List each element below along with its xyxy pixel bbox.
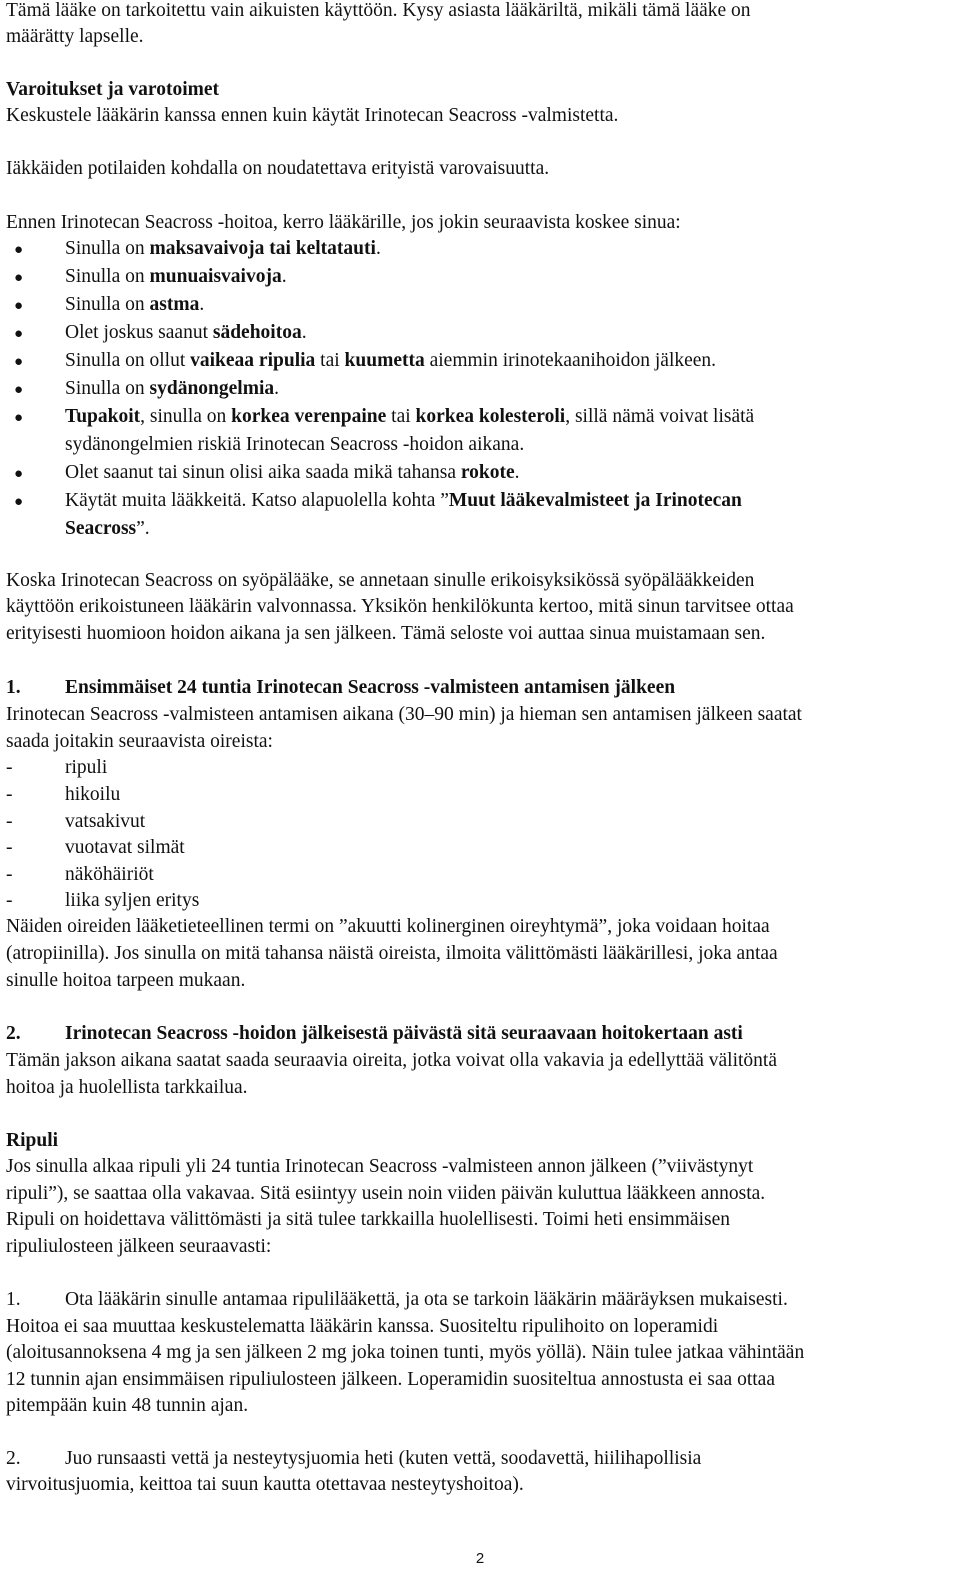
intro-line-2: määrätty lapselle. (6, 26, 144, 47)
step1-line-4: 12 tunnin ajan ensimmäisen ripuliulosteen jälkeen. Loperamidin suositeltua annostusta ei saa ottaa (6, 1369, 775, 1390)
step1-number: 1. (6, 1289, 21, 1310)
bullet-icon: ● (14, 270, 24, 286)
diarrhea-line-2: ripuli”), se saattaa olla vakavaa. Sitä esiintyy usein noin viiden päivän kuluttua lääkkeen annosta. (6, 1183, 766, 1204)
step1-line-2: Hoitoa ei saa muuttaa keskustelematta lääkärin kanssa. Suositeltu ripulihoito on loperamidi (6, 1316, 719, 1337)
warnings-heading: Varoitukset ja varotoimet (6, 79, 220, 100)
step1-line-5: pitempään kuin 48 tunnin ajan. (6, 1395, 249, 1416)
section2-number: 2. (6, 1023, 21, 1044)
cancer-para-line-2: käyttöön erikoistuneen lääkärin valvonnassa. Yksikön henkilökunta kertoo, mitä sinun tarvitsee ottaa (6, 596, 794, 617)
symptom-item: vatsakivut (65, 811, 146, 832)
step1-line-1: Ota lääkärin sinulle antamaa ripulilääkettä, ja ota se tarkoin lääkärin määräyksen mukaisesti. (65, 1289, 788, 1310)
step2-line-2: virvoitusjuomia, keittoa tai suun kautta otettavaa nesteytyshoitoa). (6, 1474, 524, 1495)
elderly-caution: Iäkkäiden potilaiden kohdalla on noudatettava erityistä varovaisuutta. (6, 158, 550, 179)
bullet-item: Sinulla on maksavaivoja tai keltatauti. (65, 238, 381, 259)
bullet-item: Sinulla on astma. (65, 294, 205, 315)
cancer-para-line-1: Koska Irinotecan Seacross on syöpälääke, se annetaan sinulle erikoisyksikössä syöpälääkkeiden (6, 570, 755, 591)
dash: - (6, 890, 13, 911)
bullet-item: Sinulla on sydänongelmia. (65, 378, 279, 399)
bullet-item-other-meds: Käytät muita lääkkeitä. Katso alapuolella kohta ”Muut lääkevalmisteet ja Irinotecan (65, 490, 742, 511)
section1-line-1: Irinotecan Seacross -valmisteen antamisen aikana (30–90 min) ja hieman sen antamisen jälkeen saatat (6, 704, 802, 725)
section1-after-line-2: (atropiinilla). Jos sinulla on mitä tahansa näistä oireista, ilmoita välittömästi lääkärillesi, joka antaa (6, 943, 778, 964)
before-treatment: Ennen Irinotecan Seacross -hoitoa, kerro lääkärille, jos jokin seuraavista koskee sinua: (6, 212, 681, 233)
dash: - (6, 784, 13, 805)
section1-after-line-1: Näiden oireiden lääketieteellinen termi on ”akuutti kolinerginen oireyhtymä”, joka voidaan hoitaa (6, 916, 770, 937)
bullet-icon: ● (14, 410, 24, 426)
diarrhea-line-1: Jos sinulla alkaa ripuli yli 24 tuntia Irinotecan Seacross -valmisteen annon jälkeen (”viivästynyt (6, 1156, 754, 1177)
bullet-icon: ● (14, 466, 24, 482)
bullet-item-smoking-cont: sydänongelmien riskiä Irinotecan Seacross -hoidon aikana. (65, 434, 525, 455)
section1-after-line-3: sinulle hoitoa tarpeen mukaan. (6, 970, 246, 991)
intro-line-1: Tämä lääke on tarkoitettu vain aikuisten käyttöön. Kysy asiasta lääkäriltä, mikäli tämä lääke on (6, 0, 751, 21)
bullet-icon: ● (14, 354, 24, 370)
section1-number: 1. (6, 677, 21, 698)
step2-line-1: Juo runsaasti vettä ja nesteytysjuomia heti (kuten vettä, soodavettä, hiilihapollisia (65, 1448, 702, 1469)
bullet-icon: ● (14, 326, 24, 342)
bullet-icon: ● (14, 242, 24, 258)
step2-number: 2. (6, 1448, 21, 1469)
symptom-item: ripuli (65, 757, 108, 778)
symptom-item: näköhäiriöt (65, 864, 154, 885)
bullet-item-other-meds-cont: Seacross”. (65, 518, 150, 539)
section2-line-1: Tämän jakson aikana saatat saada seuraavia oireita, jotka voivat olla vakavia ja edellyttää välitöntä (6, 1050, 778, 1071)
bullet-icon: ● (14, 382, 24, 398)
section2-line-2: hoitoa ja huolellista tarkkailua. (6, 1077, 248, 1098)
symptom-item: liika syljen eritys (65, 890, 200, 911)
bullet-icon: ● (14, 494, 24, 510)
dash: - (6, 864, 13, 885)
section1-line-2: saada joitakin seuraavista oireista: (6, 731, 273, 752)
diarrhea-heading: Ripuli (6, 1130, 59, 1151)
symptom-item: vuotavat silmät (65, 837, 185, 858)
bullet-item: Sinulla on ollut vaikeaa ripulia tai kuumetta aiemmin irinotekaanihoidon jälkeen. (65, 350, 717, 371)
step1-line-3: (aloitusannoksena 4 mg ja sen jälkeen 2 mg joka toinen tunti, myös yöllä). Näin tulee jatkaa vähintään (6, 1342, 805, 1363)
bullet-item: Olet joskus saanut sädehoitoa. (65, 322, 307, 343)
section2-heading: Irinotecan Seacross -hoidon jälkeisestä päivästä sitä seuraavaan hoitokertaan asti (65, 1023, 743, 1044)
bullet-icon: ● (14, 298, 24, 314)
bullet-item-smoking: Tupakoit, sinulla on korkea verenpaine tai korkea kolesteroli, sillä nämä voivat lisätä (65, 406, 755, 427)
bullet-item: Sinulla on munuaisvaivoja. (65, 266, 287, 287)
dash: - (6, 757, 13, 778)
warnings-line-1: Keskustele lääkärin kanssa ennen kuin käytät Irinotecan Seacross -valmistetta. (6, 105, 619, 126)
cancer-para-line-3: erityisesti huomioon hoidon aikana ja sen jälkeen. Tämä seloste voi auttaa sinua muistamaan sen. (6, 623, 766, 644)
dash: - (6, 837, 13, 858)
dash: - (6, 811, 13, 832)
diarrhea-line-4: ripuliulosteen jälkeen seuraavasti: (6, 1236, 272, 1257)
diarrhea-line-3: Ripuli on hoidettava välittömästi ja sitä tulee tarkkailla huolellisesti. Toimi heti ensimmäisen (6, 1209, 730, 1230)
section1-heading: Ensimmäiset 24 tuntia Irinotecan Seacross -valmisteen antamisen jälkeen (65, 677, 676, 698)
symptom-item: hikoilu (65, 784, 121, 805)
page-number: 2 (475, 1550, 485, 1567)
bullet-item-vaccine: Olet saanut tai sinun olisi aika saada mikä tahansa rokote. (65, 462, 520, 483)
